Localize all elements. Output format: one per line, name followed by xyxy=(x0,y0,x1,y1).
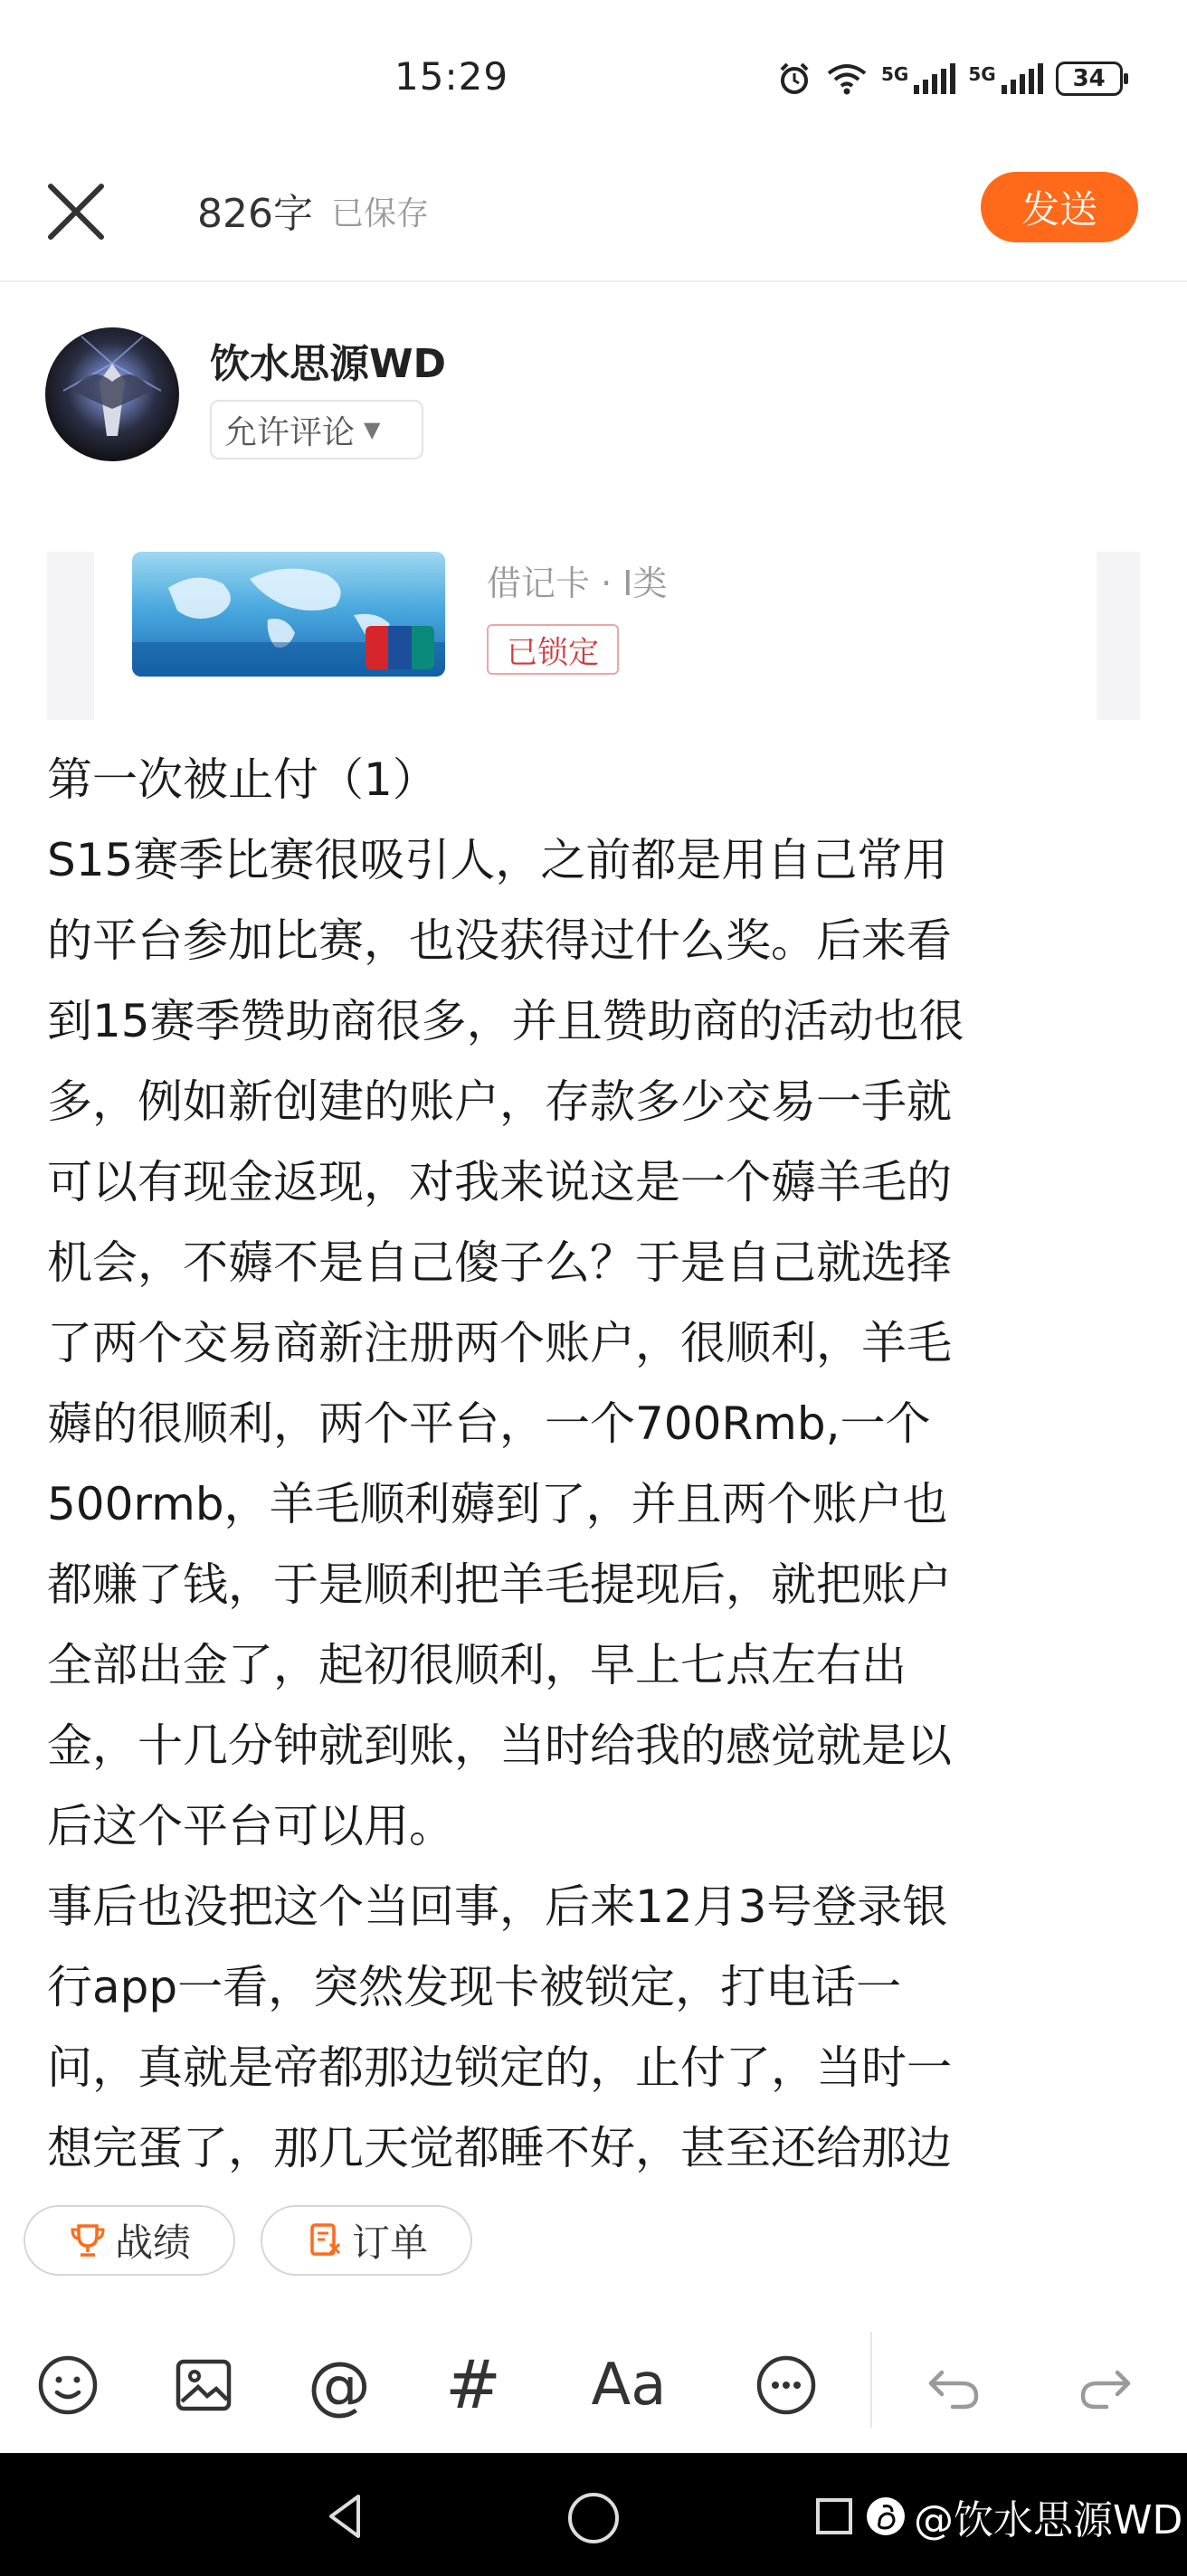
back-nav-button[interactable] xyxy=(318,2489,373,2543)
wifi-icon xyxy=(825,61,869,97)
article-line: S15赛季比赛很吸引人，之前都是用自己常用 xyxy=(47,834,948,886)
close-icon xyxy=(36,172,116,251)
status-icons xyxy=(776,56,1123,101)
home-circle-icon xyxy=(565,2489,622,2547)
comment-permission-label: 允许评论 xyxy=(224,413,356,451)
article-line: 问，真就是帝都那边锁定的，止付了，当时一 xyxy=(47,2041,952,2094)
redo-icon xyxy=(1072,2353,1137,2418)
unionpay-logo-icon xyxy=(366,626,434,669)
emoji-button[interactable] xyxy=(27,2344,109,2426)
article-body[interactable] xyxy=(47,740,1144,2189)
emoji-icon xyxy=(35,2353,100,2418)
watermark-text: @饮水思源WD xyxy=(914,2497,1183,2543)
article-line: 500rmb，羊毛顺利薅到了，并且两个账户也 xyxy=(47,1478,948,1530)
avatar[interactable] xyxy=(45,327,179,461)
article-line: 机会，不薅不是自己傻子么？于是自己就选择 xyxy=(47,1236,952,1289)
article-line: 可以有现金返现，对我来说这是一个薅羊毛的 xyxy=(47,1156,952,1208)
caret-down-icon: ▼ xyxy=(364,417,381,442)
header-divider xyxy=(0,280,1187,282)
article-line: 薅的很顺利，两个平台，一个700Rmb,一个 xyxy=(47,1397,931,1450)
hashtag-icon: # xyxy=(444,2346,501,2424)
text-format-icon: Aa xyxy=(591,2352,667,2419)
article-line: 了两个交易商新注册两个账户，很顺利，羊毛 xyxy=(47,1317,952,1369)
mention-button[interactable] xyxy=(299,2344,380,2426)
topic-button[interactable] xyxy=(432,2344,514,2426)
at-icon: @ xyxy=(308,2348,371,2422)
trophy-icon xyxy=(68,2221,108,2260)
article-line: 的平台参加比赛，也没获得过什么奖。后来看 xyxy=(47,914,952,967)
close-button[interactable] xyxy=(36,172,116,251)
article-line: 到15赛季赞助商很多，并且赞助商的活动也很 xyxy=(47,995,964,1047)
alarm-icon xyxy=(776,61,812,97)
cellular-signal-2-icon: 5G xyxy=(968,63,1042,94)
article-line: 行app一看，突然发现卡被锁定，打电话一 xyxy=(47,1961,902,2013)
toolbar-separator xyxy=(870,2332,872,2428)
article-line: 全部出金了，起初很顺利，早上七点左右出 xyxy=(47,1639,907,1691)
article-line: 第一次被止付（1） xyxy=(47,753,438,806)
undo-icon xyxy=(922,2353,987,2418)
redo-button[interactable] xyxy=(1064,2344,1145,2426)
order-icon xyxy=(305,2221,345,2260)
watermark xyxy=(814,2487,1182,2545)
achievements-tag-label: 战绩 xyxy=(114,2221,191,2265)
cellular-signal-1-icon: 5G xyxy=(881,63,955,94)
home-nav-button[interactable] xyxy=(565,2489,622,2547)
article-line: 想完蛋了，那几天觉都睡不好，甚至还给那边 xyxy=(47,2122,952,2174)
article-line: 事后也没把这个当回事，后来12月3号登录银 xyxy=(47,1880,948,1933)
article-line: 金，十几分钟就到账，当时给我的感觉就是以 xyxy=(47,1719,952,1772)
text-format-button[interactable] xyxy=(579,2344,679,2426)
more-icon xyxy=(754,2353,819,2418)
orders-tag-button[interactable] xyxy=(261,2205,472,2276)
status-time: 15:29 xyxy=(394,54,509,99)
image-button[interactable] xyxy=(163,2344,244,2426)
article-line: 多，例如新创建的账户，存款多少交易一手就 xyxy=(47,1075,952,1128)
article-line: 后这个平台可以用。 xyxy=(47,1800,454,1852)
card-type-label: 借记卡 · I类 xyxy=(487,564,668,603)
undo-button[interactable] xyxy=(914,2344,995,2426)
article-line: 都赚了钱，于是顺利把羊毛提现后，就把账户 xyxy=(47,1558,952,1611)
word-count: 826字 xyxy=(197,191,313,237)
battery-icon: 34 xyxy=(1056,62,1123,96)
achievements-tag-button[interactable] xyxy=(24,2205,235,2276)
locked-badge: 已锁定 xyxy=(487,624,619,675)
weibo-logo-icon xyxy=(865,2496,907,2537)
saved-status: 已保存 xyxy=(331,195,430,232)
comment-permission-dropdown[interactable] xyxy=(210,400,423,459)
orders-tag-label: 订单 xyxy=(351,2221,428,2265)
author-name: 饮水思源WD xyxy=(210,341,447,387)
more-button[interactable] xyxy=(745,2344,827,2426)
back-triangle-icon xyxy=(318,2489,373,2543)
send-button[interactable]: 发送 xyxy=(981,172,1138,242)
recents-square-icon xyxy=(814,2495,858,2538)
image-icon xyxy=(171,2353,236,2418)
